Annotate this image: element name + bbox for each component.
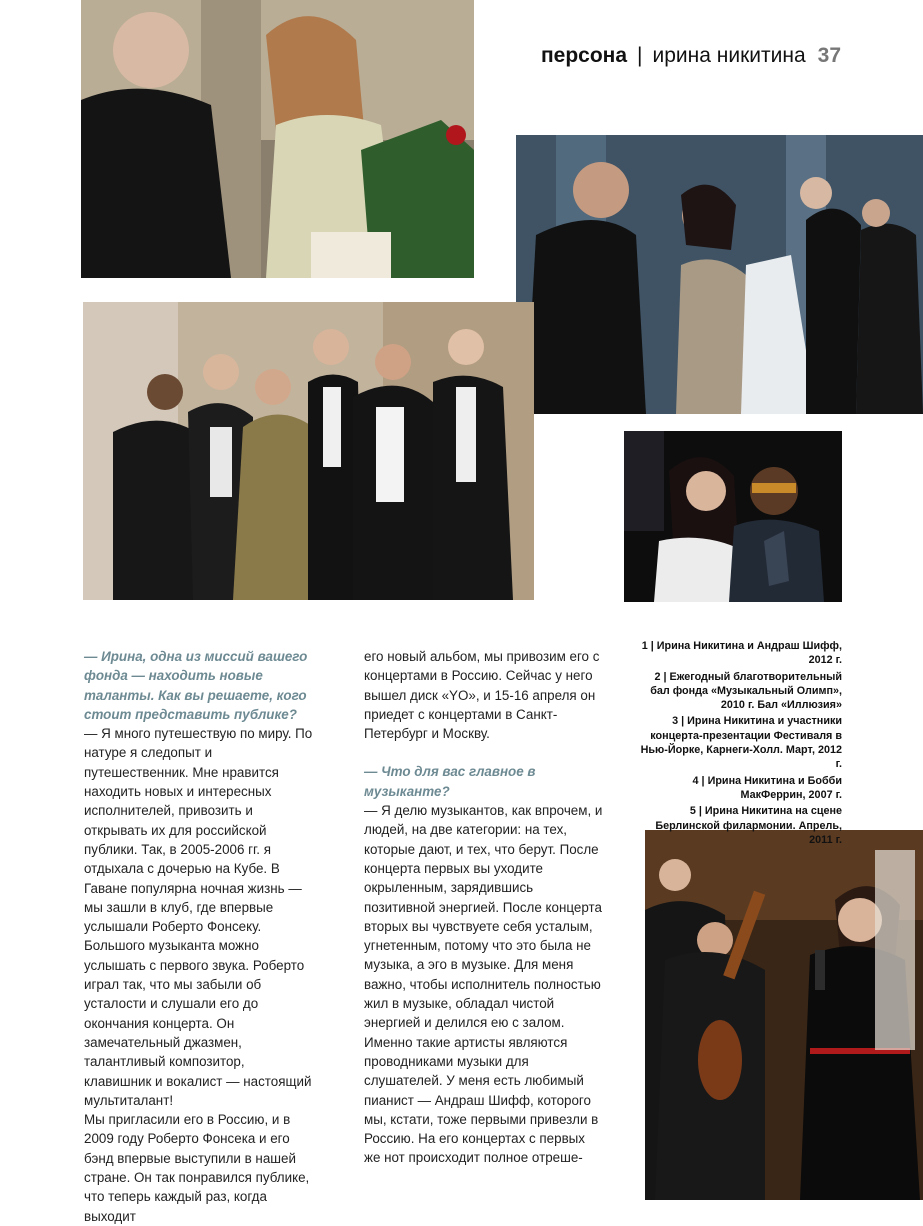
answer-text: его новый альбом, мы привозим его с концертами в Россию. Сейчас у него вышел диск «YO», и 15-16 апреля он приедет с концертами в Санкт-Петербург и Москву. — [364, 649, 600, 742]
photo-captions — [640, 639, 842, 849]
header-separator: | — [637, 44, 643, 67]
answer-text: Мы пригласили его в Россию, и в 2009 году Роберто Фонсека и его бэнд впервые выступили в нашей стране. Он так понравился публике, что теперь каждый раз, когда выходит — [84, 1112, 310, 1224]
caption-item — [640, 639, 842, 668]
photo-nikitina-schiff — [81, 0, 474, 278]
question-text: — Ирина, одна из миссий вашего фонда — находить новые таланты. Как вы решаете, кого стоит представить публике? — [84, 649, 308, 722]
photo-festival-participants — [83, 302, 534, 600]
caption-number: 3 | — [672, 715, 685, 728]
caption-item — [640, 670, 842, 713]
photo-berlin-philharmonic — [645, 830, 923, 1200]
caption-number: 4 | — [692, 774, 705, 787]
page-title: ирина никитина — [652, 44, 806, 67]
page-header — [541, 44, 841, 68]
caption-number: 2 | — [654, 670, 667, 683]
caption-number: 1 | — [641, 640, 654, 652]
page-number: 37 — [817, 44, 841, 67]
photo-charity-ball — [516, 135, 923, 414]
answer-text: — Я много путешествую по миру. По натуре я следопыт и путешественник. Мне нравится находить новых и интересных исполнителей, привозить и открывать их для российской публики. Так, в 2005-2006 гг. я отдыхала с дочерью на Кубе. В Гаване популярна ночная жизнь — мы зашли в клуб, где впервые услышали Роберто Фонсеку. Большого музыканта можно услышать с первого звука. Роберто играл так, что мы забыли об усталости и слушали его до окончания концерта. Он замечательный джазмен, талантливый композитор, клавишник и вокалист — настоящий мультиталант! — [84, 726, 313, 1108]
caption-item — [640, 804, 842, 847]
caption-item — [640, 774, 842, 803]
answer-text: — Я делю музыкантов, как впрочем, и людей, на две категории: на тех, которые дают, и тех, что берут. После концерта первых вы уходите окрыленным, зарядившись позитивной энергией. После концерта вторых вы чувствуете себя усталым, угнетенным, потому что это была не музыка, а эго в музыке. Для меня важно, чтобы исполнитель полностью жил в музыке, обладал чистой энергией и делился ею с залом. Именно такие артисты являются проводниками музыки для слушателей. У меня есть любимый пианист — Андраш Шифф, которого мы, кстати, тоже первыми привезли в Россию. На его концертах с первых же нот происходит полное отреше- — [364, 803, 603, 1166]
photo-nikitina-mcferrin — [624, 431, 842, 602]
caption-text: Ежегодный благотворительный бал фонда «Музыкальный Олимп», 2010 г. Бал «Иллюзия» — [650, 670, 842, 712]
caption-item — [640, 714, 842, 771]
article-column-1 — [84, 647, 314, 1226]
caption-text: Ирина Никитина и участники концерта-презентации Фестиваля в Нью-Йорке, Карнеги-Холл. Март, 2012 г. — [640, 715, 842, 771]
caption-text: Ирина Никитина и Бобби МакФеррин, 2007 г. — [707, 774, 842, 801]
caption-number: 5 | — [689, 805, 702, 818]
article-column-2 — [364, 647, 604, 1168]
caption-text: Ирина Никитина и Андраш Шифф, 2012 г. — [656, 640, 842, 667]
section-label: персона — [540, 44, 628, 67]
caption-text: Ирина Никитина на сцене Берлинской филармонии. Апрель, 2011 г. — [655, 805, 842, 846]
question-text: — Что для вас главное в музыканте? — [364, 764, 536, 799]
